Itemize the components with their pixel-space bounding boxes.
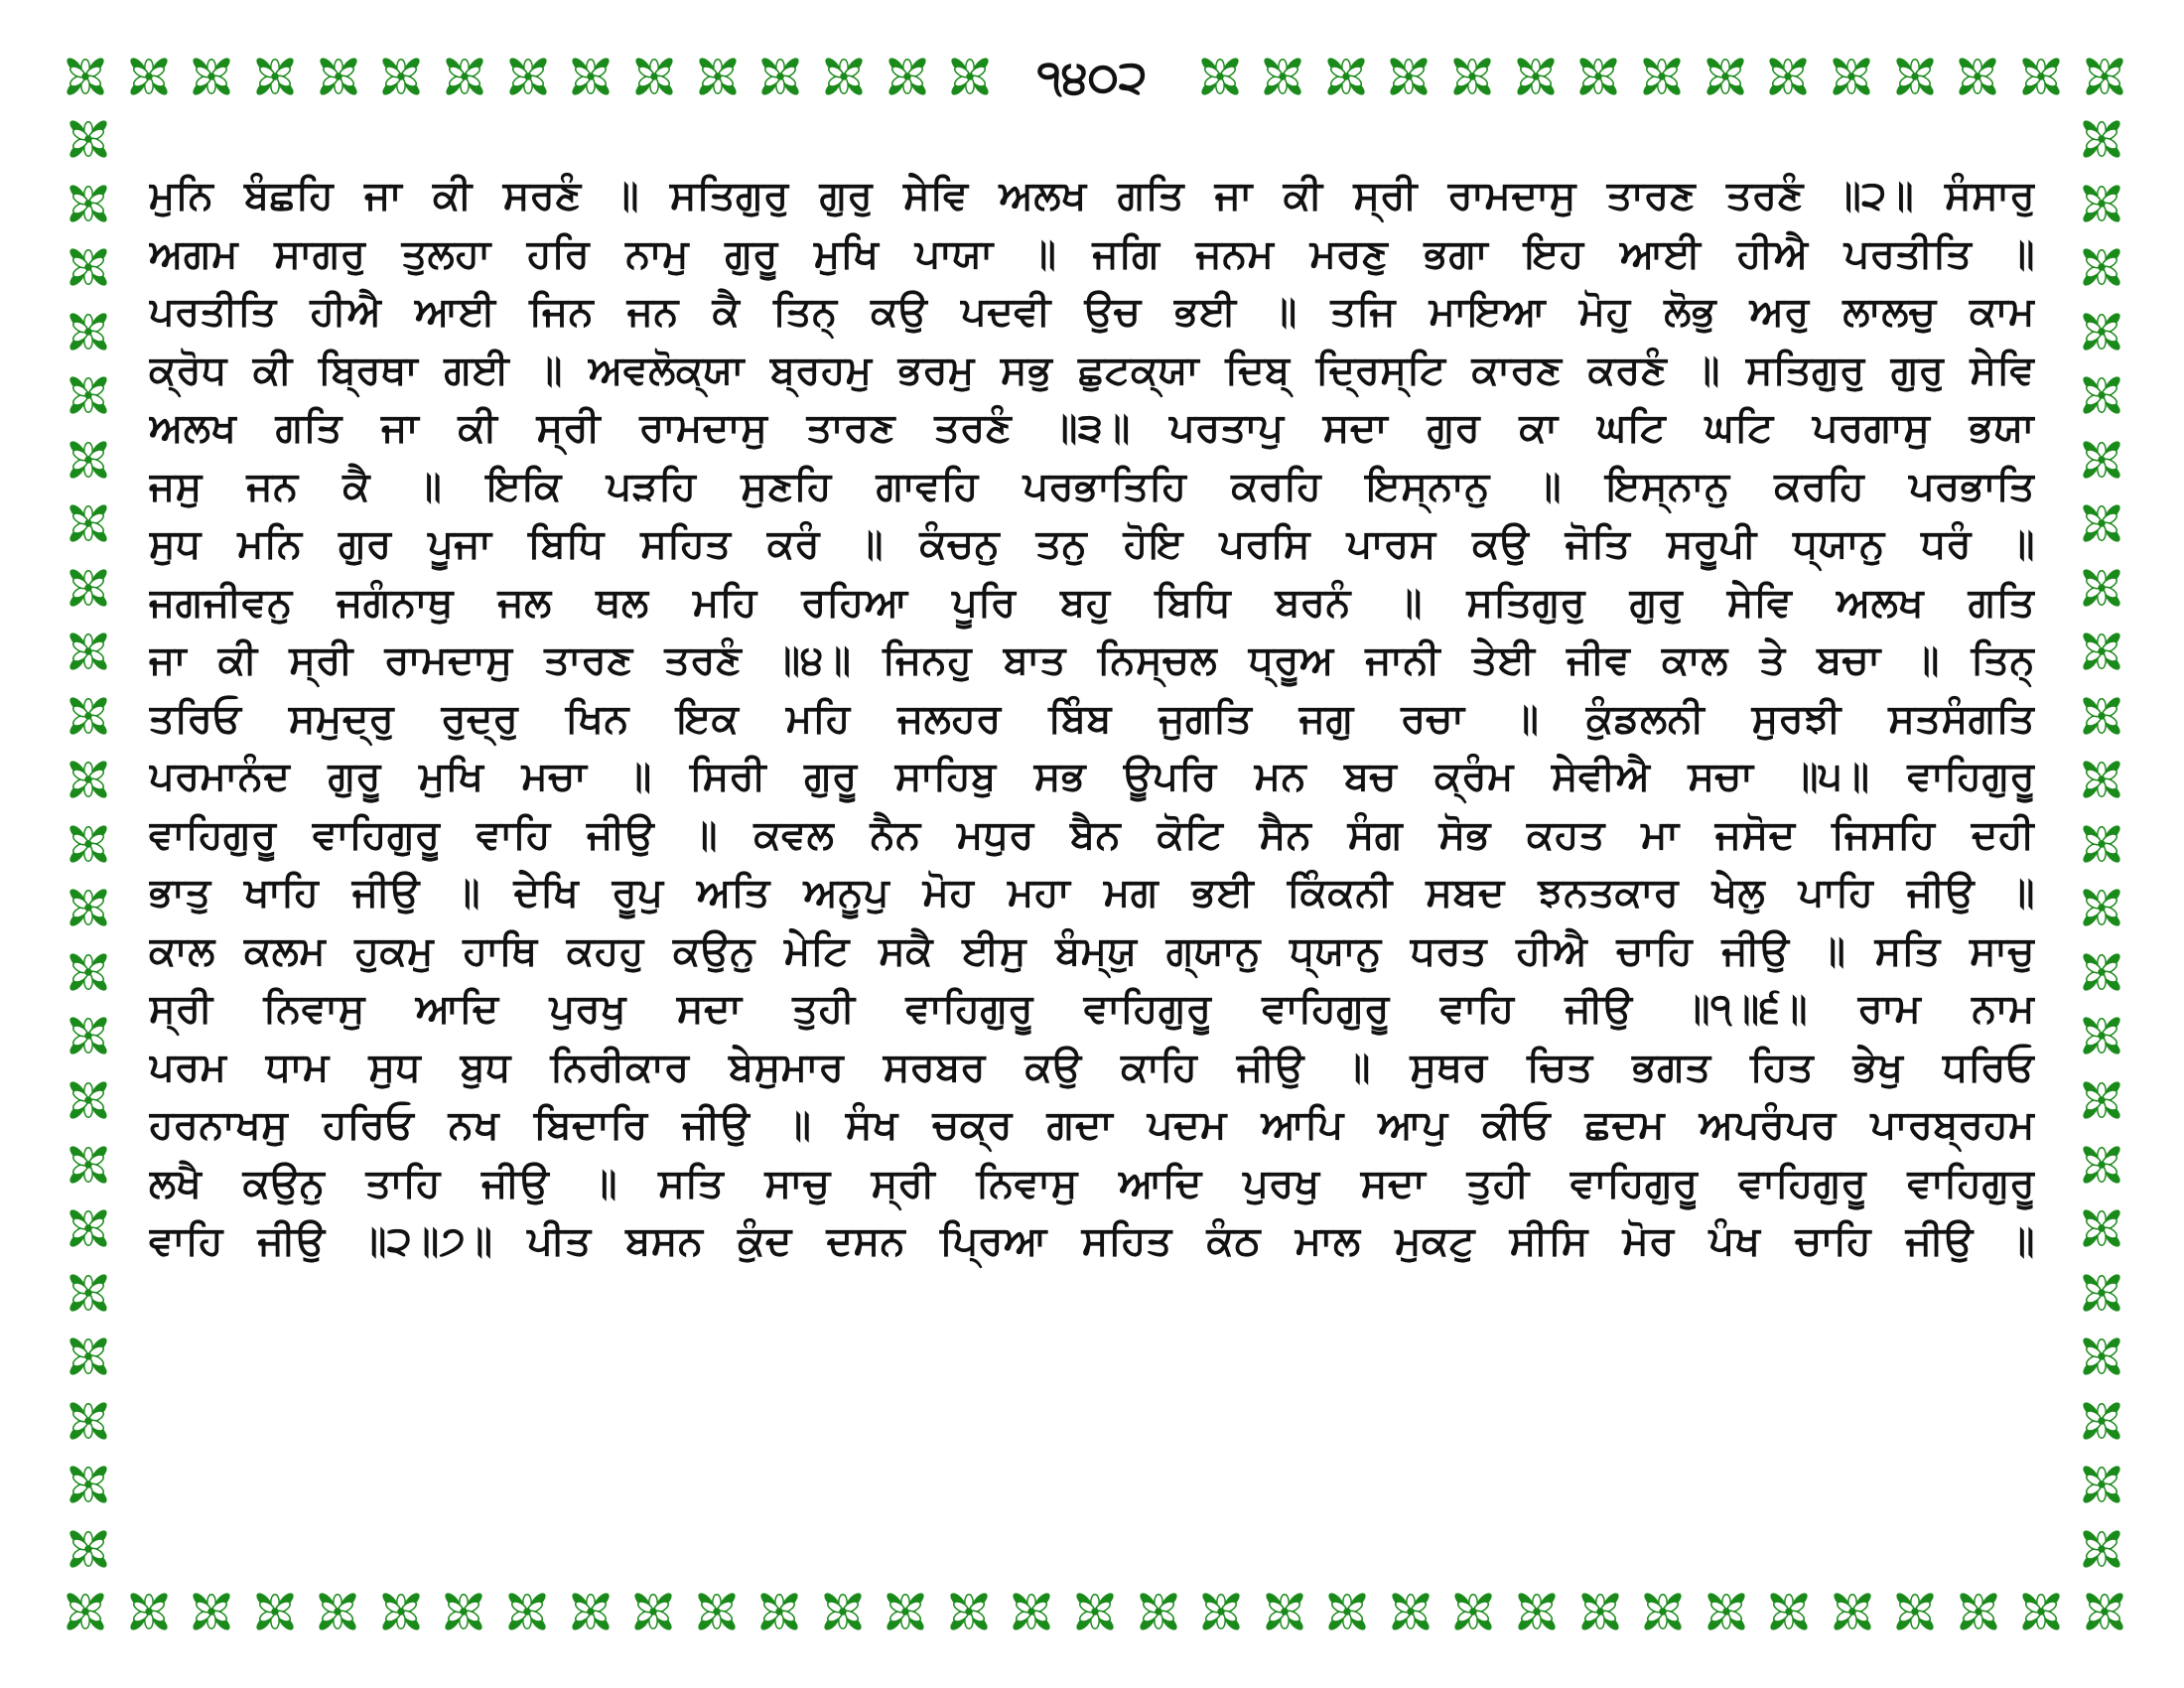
flower-icon — [61, 560, 116, 616]
flower-icon — [2074, 239, 2129, 295]
flower-icon — [2074, 944, 2129, 1000]
page-number: ੧੪੦੨ — [1003, 46, 1181, 107]
flower-icon — [61, 880, 116, 935]
flower-icon — [689, 1584, 745, 1639]
verse-line: ਅਲਖ ਗਤਿ ਜਾ ਕੀ ਸ੍ਰੀ ਰਾਮਦਾਸੁ ਤਾਰਣ ਤਰਣੰ ॥੩॥ ਪਰਤਾਪੁ ਸਦਾ ਗੁਰ ਕਾ ਘਟਿ ਘਟਿ ਪਰਗਾਸੁ ਭਯਾ — [149, 405, 2035, 451]
flower-icon — [61, 944, 116, 1000]
flower-icon — [752, 49, 808, 104]
flower-icon — [816, 49, 872, 104]
flower-icon — [2013, 49, 2069, 104]
flower-icon — [1634, 49, 1690, 104]
flower-icon — [625, 1584, 681, 1639]
verse-line: ਸੁਧ ਮਨਿ ਗੁਰ ਪੂਜਾ ਬਿਧਿ ਸਹਿਤ ਕਰੰ ॥ ਕੰਚਨੁ ਤਨੁ ਹੋਇ ਪਰਸਿ ਪਾਰਸ ਕਉ ਜੋਤਿ ਸਰੂਪੀ ਧ੍ਯਾਨੁ ਧਰੰ ॥ — [149, 521, 2035, 567]
flower-icon — [61, 176, 116, 231]
border-left — [58, 107, 119, 1581]
flower-icon — [2074, 176, 2129, 231]
flower-icon — [1699, 1584, 1754, 1639]
flower-icon — [880, 49, 935, 104]
verse-text-block — [149, 167, 2035, 1271]
flower-icon — [563, 1584, 618, 1639]
flower-icon — [61, 1521, 116, 1577]
flower-icon — [2074, 752, 2129, 807]
flower-icon — [310, 1584, 365, 1639]
flower-icon — [61, 1072, 116, 1128]
verse-line: ਜਸੁ ਜਨ ਕੈ ॥ ਇਕਿ ਪੜਹਿ ਸੁਣਹਿ ਗਾਵਹਿ ਪਰਭਾਤਿਹਿ ਕਰਹਿ ਇਸ੍ਨਾਨੁ ॥ ਇਸ੍ਨਾਨੁ ਕਰਹਿ ਪਰਭਾਤਿ — [149, 463, 2035, 509]
flower-icon — [2074, 304, 2129, 359]
flower-icon — [61, 495, 116, 551]
flower-icon — [941, 1584, 997, 1639]
verse-line: ਕਾਲ ਕਲਮ ਹੁਕਮੁ ਹਾਥਿ ਕਹਹੁ ਕਉਨੁ ਮੇਟਿ ਸਕੈ ਈਸੁ ਬੰਮ੍ਯੁ ਗ੍ਯਾਨੁ ਧ੍ਯਾਨੁ ਧਰਤ ਹੀਐ ਚਾਹਿ ਜੀਉ ॥ ਸਤਿ ਸਾਚੁ — [149, 927, 2035, 974]
flower-icon — [61, 1329, 116, 1384]
flower-icon — [1444, 49, 1500, 104]
flower-icon — [690, 49, 746, 104]
flower-icon — [2074, 560, 2129, 616]
flower-icon — [61, 1200, 116, 1256]
flower-icon — [1257, 1584, 1312, 1639]
flower-icon — [2074, 1521, 2129, 1577]
verse-line: ਭਾਤੁ ਖਾਹਿ ਜੀਉ ॥ ਦੇਖਿ ਰੂਪੁ ਅਤਿ ਅਨੂਪੁ ਮੋਹ ਮਹਾ ਮਗ ਭਈ ਕਿੰਕਨੀ ਸਬਦ ਝਨਤਕਾਰ ਖੇਲੁ ਪਾਹਿ ਜੀਉ ॥ — [149, 870, 2035, 915]
flower-icon — [184, 1584, 239, 1639]
verse-line: ਸ੍ਰੀ ਨਿਵਾਸੁ ਆਦਿ ਪੁਰਖੁ ਸਦਾ ਤੁਹੀ ਵਾਹਿਗੁਰੂ ਵਾਹਿਗੁਰੂ ਵਾਹਿਗੁਰੂ ਵਾਹਿ ਜੀਉ ॥੧॥੬॥ ਰਾਮ ਨਾਮ — [149, 986, 2035, 1032]
flower-icon — [2013, 1584, 2069, 1639]
flower-icon — [1950, 49, 2005, 104]
flower-icon — [563, 49, 618, 104]
verse-line: ਵਾਹਿਗੁਰੂ ਵਾਹਿਗੁਰੂ ਵਾਹਿ ਜੀਉ ॥ ਕਵਲ ਨੈਨ ਮਧੁਰ ਬੈਨ ਕੋਟਿ ਸੈਨ ਸੰਗ ਸੋਭ ਕਹਤ ਮਾ ਜਸੋਦ ਜਿਸਹਿ ਦਹੀ — [149, 811, 2035, 858]
flower-icon — [58, 49, 113, 104]
flower-icon — [2074, 624, 2129, 679]
flower-icon — [1445, 1584, 1501, 1639]
verse-line: ਕ੍ਰੋਧ ਕੀ ਬ੍ਰਿਥਾ ਗਈ ॥ ਅਵਲੋਕ੍ਯਾ ਬ੍ਰਹਮੁ ਭਰਮੁ ਸਭੁ ਛੁਟਕ੍ਯਾ ਦਿਬ੍ ਦ੍ਰਿਸ੍ਟਿ ਕਾਰਣ ਕਰਣੰ ॥ ਸਤਿਗੁਰੁ ਗੁਰੁ ਸੇਵਿ — [149, 347, 2035, 393]
flower-icon — [61, 624, 116, 679]
flower-icon — [1761, 1584, 1817, 1639]
flower-icon — [61, 304, 116, 359]
flower-icon — [1508, 49, 1564, 104]
flower-icon — [1383, 1584, 1438, 1639]
flower-icon — [1824, 49, 1879, 104]
flower-icon — [373, 1584, 429, 1639]
flower-icon — [942, 49, 998, 104]
flower-icon — [751, 1584, 807, 1639]
flower-icon — [61, 432, 116, 488]
flower-icon — [2074, 111, 2129, 167]
flower-icon — [61, 1265, 116, 1321]
flower-icon — [373, 49, 429, 104]
flower-icon — [2074, 1008, 2129, 1063]
flower-icon — [1509, 1584, 1565, 1639]
flower-icon — [2074, 1072, 2129, 1128]
flower-icon — [2074, 367, 2129, 423]
flower-icon — [2074, 880, 2129, 935]
flower-icon — [1570, 49, 1626, 104]
flower-icon — [437, 49, 492, 104]
flower-icon — [1255, 49, 1310, 104]
flower-icon — [61, 1457, 116, 1512]
flower-icon — [1318, 49, 1374, 104]
flower-icon — [1760, 49, 1816, 104]
verse-line: ਜਾ ਕੀ ਸ੍ਰੀ ਰਾਮਦਾਸੁ ਤਾਰਣ ਤਰਣੰ ॥੪॥ ਜਿਨਹੁ ਬਾਤ ਨਿਸ੍ਚਲ ਧ੍ਰੂਅ ਜਾਨੀ ਤੇਈ ਜੀਵ ਕਾਲ ਤੇ ਬਚਾ ॥ ਤਿਨ੍ — [149, 637, 2035, 683]
flower-icon — [878, 1584, 933, 1639]
flower-icon — [1193, 1584, 1249, 1639]
flower-icon — [311, 49, 366, 104]
verse-line: ਪਰਮ ਧਾਮ ਸੁਧ ਬੁਧ ਨਿਰੀਕਾਰ ਬੇਸੁਮਾਰ ਸਰਬਰ ਕਉ ਕਾਹਿ ਜੀਉ ॥ ਸੁਥਰ ਚਿਤ ਭਗਤ ਹਿਤ ਭੇਖੁ ਧਰਿਓ — [149, 1044, 2035, 1090]
flower-icon — [2074, 688, 2129, 744]
verse-line: ਜਗਜੀਵਨੁ ਜਗੰਨਾਥੁ ਜਲ ਥਲ ਮਹਿ ਰਹਿਆ ਪੂਰਿ ਬਹੁ ਬਿਧਿ ਬਰਨੰ ॥ ਸਤਿਗੁਰੁ ਗੁਰੁ ਸੇਵਿ ਅਲਖ ਗਤਿ — [149, 579, 2035, 626]
flower-icon — [121, 1584, 177, 1639]
flower-icon — [61, 688, 116, 744]
verse-line: ਅਗਮ ਸਾਗਰੁ ਤੁਲਹਾ ਹਰਿ ਨਾਮੁ ਗੁਰੂ ਮੁਖਿ ਪਾਯਾ ॥ ਜਗਿ ਜਨਮ ਮਰਣੁ ਭਗਾ ਇਹ ਆਈ ਹੀਐ ਪਰਤੀਤਿ ॥ — [149, 230, 2035, 277]
verse-line: ਮੁਨਿ ਬੰਛਹਿ ਜਾ ਕੀ ਸਰਣੰ ॥ ਸਤਿਗੁਰੁ ਗੁਰੁ ਸੇਵਿ ਅਲਖ ਗਤਿ ਜਾ ਕੀ ਸ੍ਰੀ ਰਾਮਦਾਸੁ ਤਾਰਣ ਤਰਣੰ ॥੨॥ ਸੰਸਾਰੁ — [149, 173, 2035, 218]
flower-icon — [1887, 1584, 1943, 1639]
flower-icon — [121, 49, 177, 104]
flower-icon — [2074, 1457, 2129, 1512]
flower-icon — [1192, 49, 1248, 104]
flower-icon — [61, 752, 116, 807]
flower-icon — [2074, 1329, 2129, 1384]
flower-icon — [499, 1584, 555, 1639]
verse-line: ਪਰਤੀਤਿ ਹੀਐ ਆਈ ਜਿਨ ਜਨ ਕੈ ਤਿਨ੍ ਕਉ ਪਦਵੀ ਉਚ ਭਈ ॥ ਤਜਿ ਮਾਇਆ ਮੋਹੁ ਲੋਭੁ ਅਰੁ ਲਾਲਚੁ ਕਾਮ — [149, 289, 2035, 335]
flower-icon — [1951, 1584, 2006, 1639]
flower-icon — [1698, 49, 1753, 104]
flower-icon — [1635, 1584, 1691, 1639]
flower-icon — [2077, 49, 2132, 104]
flower-icon — [2074, 1393, 2129, 1449]
flower-icon — [500, 49, 556, 104]
flower-icon — [61, 1393, 116, 1449]
flower-icon — [1825, 1584, 1880, 1639]
flower-icon — [247, 49, 303, 104]
flower-icon — [815, 1584, 871, 1639]
flower-icon — [58, 1584, 113, 1639]
flower-icon — [184, 49, 239, 104]
flower-icon — [626, 49, 682, 104]
flower-icon — [1004, 1584, 1059, 1639]
verse-line: ਪਰਮਾਨੰਦ ਗੁਰੂ ਮੁਖਿ ਮਚਾ ॥ ਸਿਰੀ ਗੁਰੂ ਸਾਹਿਬੁ ਸਭ ਊਪਰਿ ਮਨ ਬਚ ਕ੍ਰੰਮ ਸੇਵੀਐ ਸਚਾ ॥੫॥ ਵਾਹਿਗੁਰੂ — [149, 754, 2035, 799]
flower-icon — [2074, 432, 2129, 488]
flower-icon — [61, 367, 116, 423]
border-bottom — [58, 1581, 2132, 1642]
flower-icon — [1319, 1584, 1375, 1639]
flower-icon — [1067, 1584, 1123, 1639]
flower-icon — [2074, 1200, 2129, 1256]
flower-icon — [61, 816, 116, 872]
flower-icon — [1572, 1584, 1628, 1639]
verse-line: ਵਾਹਿ ਜੀਉ ॥੨॥੭॥ ਪੀਤ ਬਸਨ ਕੁੰਦ ਦਸਨ ਪ੍ਰਿਆ ਸਹਿਤ ਕੰਠ ਮਾਲ ਮੁਕਟੁ ਸੀਸਿ ਮੋਰ ਪੰਖ ਚਾਹਿ ਜੀਉ ॥ — [149, 1218, 2035, 1264]
flower-icon — [61, 239, 116, 295]
flower-icon — [2074, 1265, 2129, 1321]
flower-icon — [247, 1584, 303, 1639]
flower-icon — [61, 1137, 116, 1193]
flower-icon — [2077, 1584, 2132, 1639]
verse-line: ਲਖੈ ਕਉਨੁ ਤਾਹਿ ਜੀਉ ॥ ਸਤਿ ਸਾਚੁ ਸ੍ਰੀ ਨਿਵਾਸੁ ਆਦਿ ਪੁਰਖੁ ਸਦਾ ਤੁਹੀ ਵਾਹਿਗੁਰੂ ਵਾਹਿਗੁਰੂ ਵਾਹਿਗੁਰੂ — [149, 1160, 2035, 1206]
flower-icon — [61, 111, 116, 167]
flower-icon — [2074, 1137, 2129, 1193]
flower-icon — [436, 1584, 491, 1639]
border-right — [2071, 107, 2132, 1581]
flower-icon — [61, 1008, 116, 1063]
flower-icon — [2074, 495, 2129, 551]
flower-icon — [2074, 816, 2129, 872]
flower-icon — [1381, 49, 1436, 104]
verse-line: ਤਰਿਓ ਸਮੁਦ੍ਰੁ ਰੁਦ੍ਰੁ ਖਿਨ ਇਕ ਮਹਿ ਜਲਹਰ ਬਿੰਬ ਜੁਗਤਿ ਜਗੁ ਰਚਾ ॥ ਕੁੰਡਲਨੀ ਸੁਰਝੀ ਸਤਸੰਗਤਿ — [149, 695, 2035, 742]
flower-icon — [1887, 49, 1943, 104]
verse-line: ਹਰਨਾਖਸੁ ਹਰਿਓ ਨਖ ਬਿਦਾਰਿ ਜੀਉ ॥ ਸੰਖ ਚਕ੍ਰ ਗਦਾ ਪਦਮ ਆਪਿ ਆਪੁ ਕੀਓ ਛਦਮ ਅਪਰੰਪਰ ਪਾਰਬ੍ਰਹਮ — [149, 1102, 2035, 1148]
flower-icon — [1131, 1584, 1186, 1639]
